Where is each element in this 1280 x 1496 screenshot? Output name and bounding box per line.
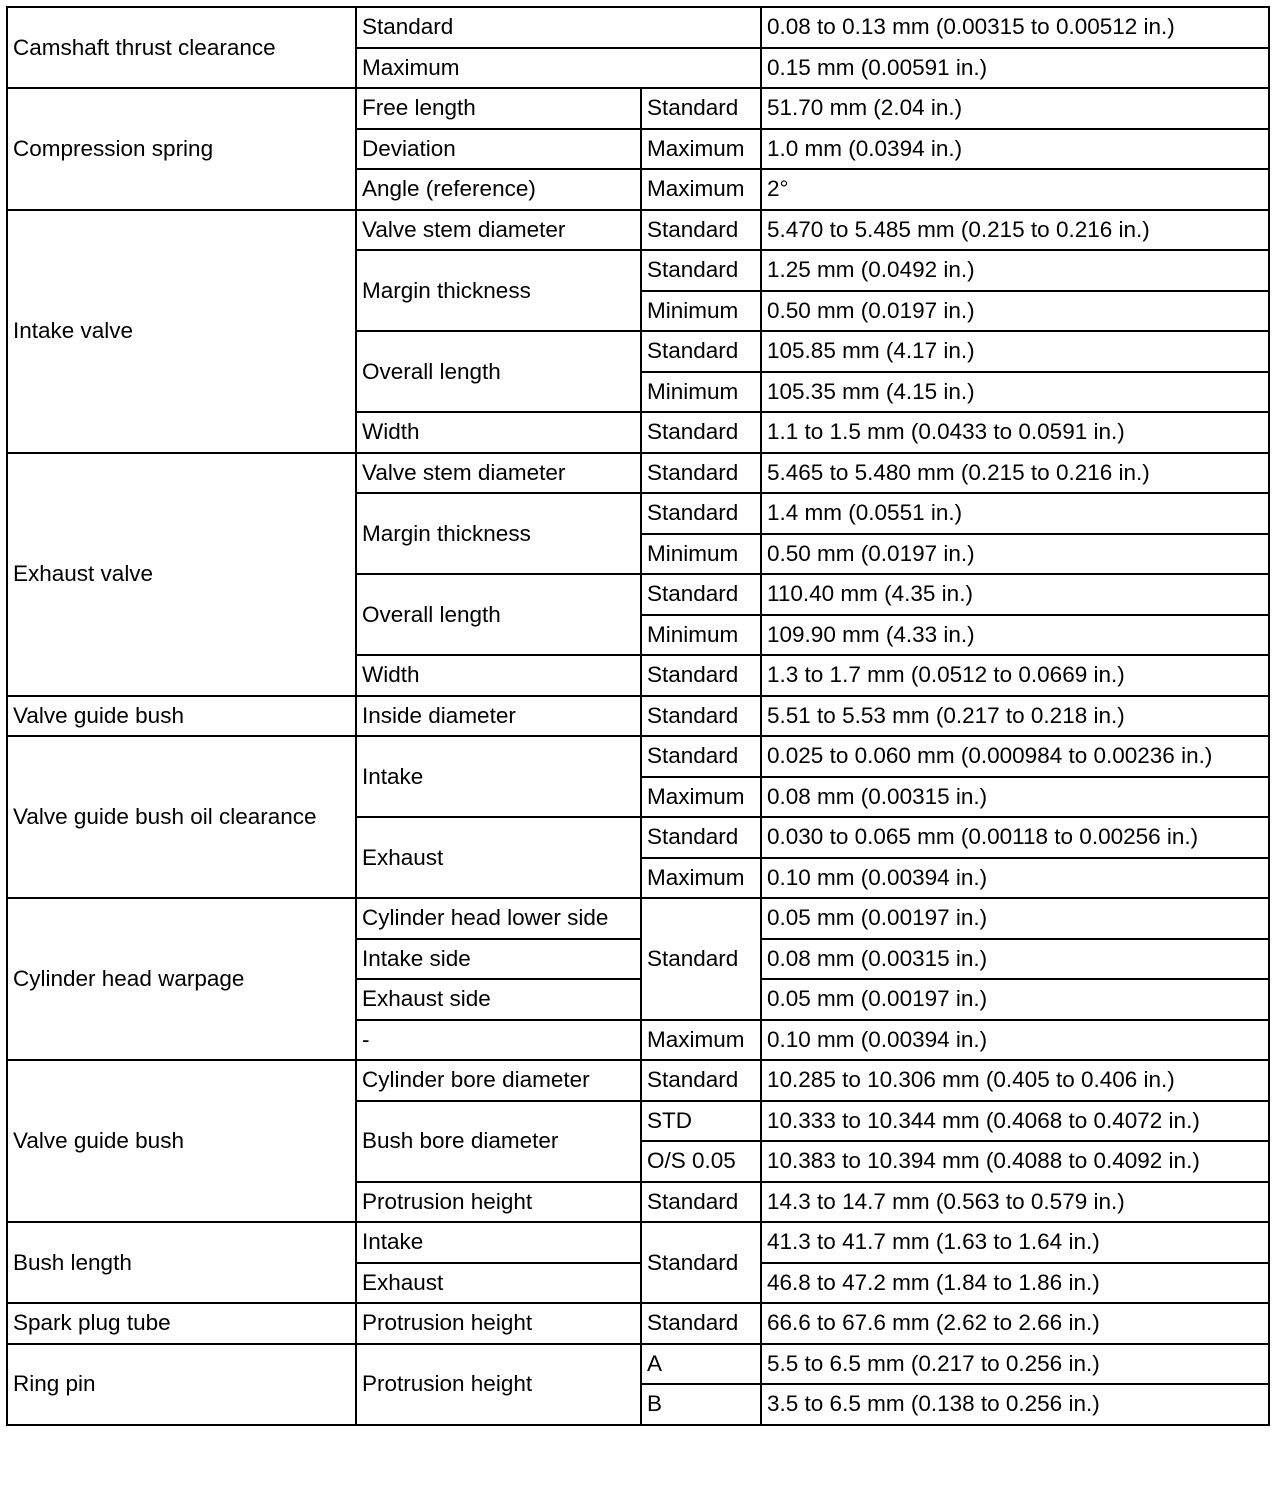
table-row [7,7,1269,48]
table-row [7,696,1269,737]
spec-type-cell: Standard [641,331,761,372]
value-cell: 3.5 to 6.5 mm (0.138 to 0.256 in.) [761,1384,1269,1425]
spec-type-cell: Standard [641,250,761,291]
spec-table-body [7,7,1269,1425]
spec-type-cell: Standard [641,817,761,858]
spec-type-cell: Standard [641,1060,761,1101]
component-cell: Camshaft thrust clearance [7,7,356,88]
value-cell: 105.85 mm (4.17 in.) [761,331,1269,372]
spec-table [6,6,1270,1426]
component-cell: Valve guide bush oil clearance [7,736,356,898]
parameter-cell: Deviation [356,129,641,170]
spec-type-cell: Minimum [641,534,761,575]
component-cell: Valve guide bush [7,1060,356,1222]
spec-type-cell: B [641,1384,761,1425]
spec-type-cell: Standard [641,898,761,1020]
value-cell: 0.50 mm (0.0197 in.) [761,534,1269,575]
parameter-cell: Intake [356,1222,641,1263]
parameter-cell: Overall length [356,331,641,412]
spec-type-cell: Standard [641,574,761,615]
parameter-cell: Cylinder bore diameter [356,1060,641,1101]
spec-type-cell: Standard [641,88,761,129]
value-cell: 5.465 to 5.480 mm (0.215 to 0.216 in.) [761,453,1269,494]
value-cell: 1.25 mm (0.0492 in.) [761,250,1269,291]
parameter-cell: Protrusion height [356,1182,641,1223]
value-cell: 0.10 mm (0.00394 in.) [761,858,1269,899]
parameter-cell: Standard [356,7,761,48]
value-cell: 2° [761,169,1269,210]
spec-type-cell: Minimum [641,291,761,332]
value-cell: 41.3 to 41.7 mm (1.63 to 1.64 in.) [761,1222,1269,1263]
parameter-cell: Intake side [356,939,641,980]
component-cell: Bush length [7,1222,356,1303]
table-row [7,453,1269,494]
parameter-cell: Width [356,412,641,453]
value-cell: 1.0 mm (0.0394 in.) [761,129,1269,170]
spec-type-cell: Maximum [641,777,761,818]
parameter-cell: Maximum [356,48,761,89]
value-cell: 0.08 to 0.13 mm (0.00315 to 0.00512 in.) [761,7,1269,48]
spec-type-cell: Minimum [641,372,761,413]
value-cell: 0.05 mm (0.00197 in.) [761,979,1269,1020]
value-cell: 5.5 to 6.5 mm (0.217 to 0.256 in.) [761,1344,1269,1385]
value-cell: 105.35 mm (4.15 in.) [761,372,1269,413]
value-cell: 110.40 mm (4.35 in.) [761,574,1269,615]
spec-type-cell: Maximum [641,1020,761,1061]
value-cell: 10.285 to 10.306 mm (0.405 to 0.406 in.) [761,1060,1269,1101]
table-row [7,210,1269,251]
value-cell: 0.50 mm (0.0197 in.) [761,291,1269,332]
parameter-cell: Cylinder head lower side [356,898,641,939]
table-row [7,1303,1269,1344]
table-row [7,736,1269,777]
value-cell: 10.333 to 10.344 mm (0.4068 to 0.4072 in.) [761,1101,1269,1142]
component-cell: Exhaust valve [7,453,356,696]
spec-type-cell: Standard [641,493,761,534]
spec-type-cell: O/S 0.05 [641,1141,761,1182]
value-cell: 5.470 to 5.485 mm (0.215 to 0.216 in.) [761,210,1269,251]
spec-type-cell: Maximum [641,129,761,170]
table-row [7,88,1269,129]
spec-type-cell: Standard [641,1222,761,1303]
parameter-cell: Intake [356,736,641,817]
parameter-cell: Exhaust [356,1263,641,1304]
spec-type-cell: Standard [641,736,761,777]
parameter-cell: Margin thickness [356,250,641,331]
value-cell: 0.030 to 0.065 mm (0.00118 to 0.00256 in.) [761,817,1269,858]
spec-type-cell: Maximum [641,858,761,899]
table-row [7,1060,1269,1101]
table-row [7,898,1269,939]
spec-type-cell: Standard [641,1182,761,1223]
parameter-cell: Exhaust side [356,979,641,1020]
value-cell: 1.1 to 1.5 mm (0.0433 to 0.0591 in.) [761,412,1269,453]
parameter-cell: Overall length [356,574,641,655]
value-cell: 46.8 to 47.2 mm (1.84 to 1.86 in.) [761,1263,1269,1304]
parameter-cell: Protrusion height [356,1303,641,1344]
spec-type-cell: A [641,1344,761,1385]
parameter-cell: Exhaust [356,817,641,898]
component-cell: Compression spring [7,88,356,210]
parameter-cell: - [356,1020,641,1061]
spec-type-cell: Standard [641,453,761,494]
component-cell: Spark plug tube [7,1303,356,1344]
value-cell: 0.15 mm (0.00591 in.) [761,48,1269,89]
spec-type-cell: STD [641,1101,761,1142]
parameter-cell: Protrusion height [356,1344,641,1425]
value-cell: 0.08 mm (0.00315 in.) [761,777,1269,818]
component-cell: Valve guide bush [7,696,356,737]
component-cell: Intake valve [7,210,356,453]
value-cell: 109.90 mm (4.33 in.) [761,615,1269,656]
value-cell: 66.6 to 67.6 mm (2.62 to 2.66 in.) [761,1303,1269,1344]
value-cell: 5.51 to 5.53 mm (0.217 to 0.218 in.) [761,696,1269,737]
spec-type-cell: Standard [641,412,761,453]
value-cell: 14.3 to 14.7 mm (0.563 to 0.579 in.) [761,1182,1269,1223]
value-cell: 51.70 mm (2.04 in.) [761,88,1269,129]
value-cell: 0.10 mm (0.00394 in.) [761,1020,1269,1061]
parameter-cell: Inside diameter [356,696,641,737]
value-cell: 1.3 to 1.7 mm (0.0512 to 0.0669 in.) [761,655,1269,696]
component-cell: Cylinder head warpage [7,898,356,1060]
parameter-cell: Valve stem diameter [356,210,641,251]
spec-type-cell: Standard [641,655,761,696]
table-row [7,1344,1269,1385]
spec-type-cell: Standard [641,1303,761,1344]
parameter-cell: Bush bore diameter [356,1101,641,1182]
value-cell: 1.4 mm (0.0551 in.) [761,493,1269,534]
parameter-cell: Valve stem diameter [356,453,641,494]
spec-type-cell: Maximum [641,169,761,210]
parameter-cell: Margin thickness [356,493,641,574]
parameter-cell: Angle (reference) [356,169,641,210]
parameter-cell: Width [356,655,641,696]
value-cell: 0.08 mm (0.00315 in.) [761,939,1269,980]
value-cell: 0.05 mm (0.00197 in.) [761,898,1269,939]
value-cell: 10.383 to 10.394 mm (0.4088 to 0.4092 in.) [761,1141,1269,1182]
component-cell: Ring pin [7,1344,356,1425]
spec-type-cell: Standard [641,696,761,737]
spec-type-cell: Minimum [641,615,761,656]
parameter-cell: Free length [356,88,641,129]
spec-type-cell: Standard [641,210,761,251]
table-row [7,1222,1269,1263]
value-cell: 0.025 to 0.060 mm (0.000984 to 0.00236 in.) [761,736,1269,777]
